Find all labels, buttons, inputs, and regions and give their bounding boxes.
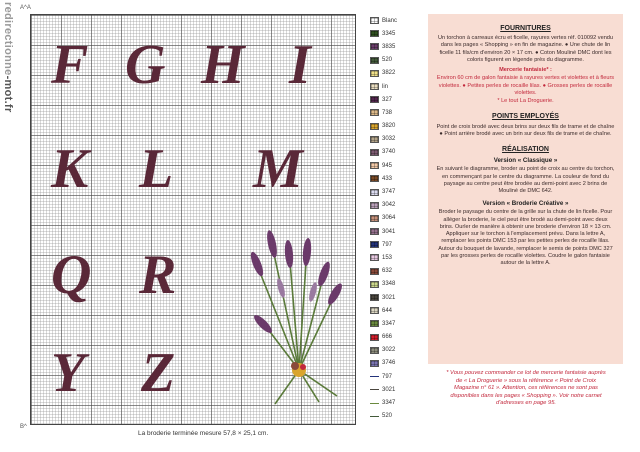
legend-row	[370, 14, 416, 27]
legend-code: 3835	[382, 43, 396, 50]
legend-row	[370, 106, 416, 119]
legend-code: 3820	[382, 123, 396, 130]
letter-z: Z	[141, 342, 176, 404]
legend-row	[370, 40, 416, 53]
legend-code: 520	[382, 413, 393, 420]
letter-g: G	[125, 34, 166, 96]
legend-code: 3021	[382, 294, 396, 301]
legend-row	[370, 225, 416, 238]
legend-row	[370, 212, 416, 225]
legend-row	[370, 120, 416, 133]
watermark	[0, 0, 18, 120]
color-legend	[370, 14, 416, 423]
legend-swatch	[370, 281, 379, 288]
legend-code: 3041	[382, 228, 396, 235]
legend-swatch	[370, 149, 379, 156]
legend-swatch	[370, 83, 379, 90]
legend-swatch	[370, 360, 379, 367]
legend-row	[370, 133, 416, 146]
legend-code: 3747	[382, 189, 396, 196]
legend-swatch	[370, 228, 379, 235]
legend-row	[370, 80, 416, 93]
legend-swatch	[370, 109, 379, 116]
legend-row	[370, 27, 416, 40]
letter-i: I	[289, 34, 311, 96]
creative-text: Broder le paysage du centre de la grille sur la chute de lin ficelle. Pour alléger la broderie, le ciel peut être brodé au demi-point avec deux brins. Ourler de manière à obtenir une broderie d'environ 18 × 13 cm. Appliquer sur le torchon à l'emplacement prévu. Dans la lettre A, remplacer les points DMC 153 par les petites perles de rocaille lilas. Autour du bouquet de lavande, remplacer le semis de points DMC 327 par les grosses perles de rocaille violettes. Coudre le galon fantaisie autour de la lettre A.	[438, 209, 613, 267]
legend-code: 3822	[382, 70, 396, 77]
classique-heading: Version « Classique »	[493, 157, 558, 165]
finished-size-caption: La broderie terminée mesure 57,8 × 25,1 cm.	[138, 430, 269, 437]
legend-swatch	[370, 254, 379, 261]
creative-heading: Version « Broderie Créative »	[482, 200, 569, 208]
legend-row	[370, 317, 416, 330]
mercerie-footnote: * Le tout La Droguerie.	[497, 98, 554, 105]
watermark-suffix: -mot.fr	[2, 75, 14, 113]
legend-row	[370, 278, 416, 291]
legend-code: 3032	[382, 136, 396, 143]
legend-code: lin	[382, 83, 389, 90]
legend-swatch	[370, 30, 379, 37]
lavender-bouquet-motif	[241, 220, 351, 410]
legend-row	[370, 410, 416, 423]
legend-swatch	[370, 215, 379, 222]
legend-code: 644	[382, 307, 393, 314]
legend-swatch	[370, 189, 379, 196]
legend-line-swatch	[370, 403, 379, 404]
legend-swatch	[370, 202, 379, 209]
legend-swatch	[370, 162, 379, 169]
legend-row	[370, 357, 416, 370]
legend-code: 3348	[382, 281, 396, 288]
legend-code: 520	[382, 57, 393, 64]
legend-code: 327	[382, 96, 393, 103]
legend-swatch	[370, 294, 379, 301]
legend-code: 3347	[382, 320, 396, 327]
legend-line-swatch	[370, 416, 379, 417]
letter-r: R	[139, 244, 177, 306]
legend-row	[370, 67, 416, 80]
legend-code: 3347	[382, 400, 396, 407]
legend-swatch	[370, 57, 379, 64]
legend-row	[370, 159, 416, 172]
legend-row	[370, 93, 416, 106]
legend-swatch	[370, 70, 379, 77]
legend-swatch	[370, 175, 379, 182]
legend-line-swatch	[370, 389, 379, 390]
legend-swatch	[370, 123, 379, 130]
legend-line-swatch	[370, 376, 379, 377]
mercerie-heading: Mercerie fantaisie* :	[499, 67, 552, 74]
legend-code: 3042	[382, 202, 396, 209]
legend-swatch	[370, 347, 379, 354]
legend-row	[370, 396, 416, 409]
legend-code: 3345	[382, 30, 396, 37]
ordering-note: * Vous pouvez commander ce lot de mercerie fantaisie auprès de « La Droguerie » sous la référence « Point de Croix Magazine n° 61 ». Attention, ces références ne sont pas disponibles dans les pages « Shopping ». Voir notre carnet d'adresses en page 95.	[446, 370, 606, 407]
legend-swatch	[370, 136, 379, 143]
legend-code: 3746	[382, 360, 396, 367]
legend-swatch	[370, 334, 379, 341]
legend-row	[370, 291, 416, 304]
legend-code: 797	[382, 373, 393, 380]
top-marker: A^A	[20, 5, 31, 11]
legend-swatch	[370, 268, 379, 275]
legend-swatch	[370, 241, 379, 248]
legend-code: 3022	[382, 347, 396, 354]
legend-code: Blanc	[382, 17, 398, 24]
legend-code: 797	[382, 241, 393, 248]
watermark-prefix: redirectionne	[2, 2, 14, 76]
legend-swatch	[370, 320, 379, 327]
letter-l: L	[139, 138, 174, 200]
classique-text: En suivant le diagramme, broder au point de croix au centre du torchon, en commençant par le centre du diagramme. La couleur de fond du paysage au centre peut être brodée au demi-point avec 2 brins de Mouliné de DMC 642.	[436, 166, 615, 195]
instructions-panel	[428, 14, 623, 364]
fournitures-text: Un torchon à carreaux écru et ficelle, rayures vertes réf. 010092 vendu dans les pages « Shopping » en fin de magazine. ● Une chute de lin ficelle 11 fils/cm d'environ 20 × 17 cm. ● Coton Mouliné DMC dont les coloris figurent en légende près du diagramme.	[437, 35, 614, 63]
legend-code: 3021	[382, 386, 396, 393]
legend-swatch	[370, 17, 379, 24]
bottom-marker: B^	[20, 424, 27, 430]
letter-m: M	[253, 138, 303, 200]
fournitures-heading: FOURNITURES	[500, 25, 551, 32]
legend-swatch	[370, 307, 379, 314]
legend-row	[370, 265, 416, 278]
points-heading: POINTS EMPLOYÉS	[492, 113, 559, 121]
legend-code: 3064	[382, 215, 396, 222]
legend-row	[370, 383, 416, 396]
legend-code: 666	[382, 334, 393, 341]
legend-row	[370, 172, 416, 185]
legend-code: 153	[382, 254, 393, 261]
legend-code: 3740	[382, 149, 396, 156]
legend-code: 632	[382, 268, 393, 275]
legend-row	[370, 370, 416, 383]
letter-h: H	[201, 34, 245, 96]
letter-f: F	[51, 34, 89, 96]
legend-code: 433	[382, 175, 393, 182]
legend-code: 738	[382, 109, 393, 116]
legend-row	[370, 344, 416, 357]
legend-row	[370, 251, 416, 264]
legend-code: 945	[382, 162, 393, 169]
letter-k: K	[51, 138, 89, 200]
legend-row	[370, 185, 416, 198]
mercerie-text: Environ 60 cm de galon fantaisie à rayures vertes et violettes et à fleurs violettes. ● Petites perles de rocaille lilas. ● Grosses perles de rocaille violettes.	[436, 75, 615, 96]
points-text: Point de croix brodé avec deux brins sur deux fils de trame et de chaîne ● Point arrière brodé avec un brin sur deux fils de trame et de chaîne.	[436, 123, 615, 137]
cross-stitch-grid	[30, 14, 356, 425]
letter-q: Q	[51, 244, 92, 306]
legend-row	[370, 54, 416, 67]
legend-row	[370, 199, 416, 212]
legend-row	[370, 238, 416, 251]
legend-swatch	[370, 96, 379, 103]
letter-y: Y	[51, 342, 86, 404]
realisation-heading: RÉALISATION	[502, 146, 549, 154]
legend-row	[370, 146, 416, 159]
legend-row	[370, 304, 416, 317]
legend-swatch	[370, 43, 379, 50]
legend-row	[370, 331, 416, 344]
